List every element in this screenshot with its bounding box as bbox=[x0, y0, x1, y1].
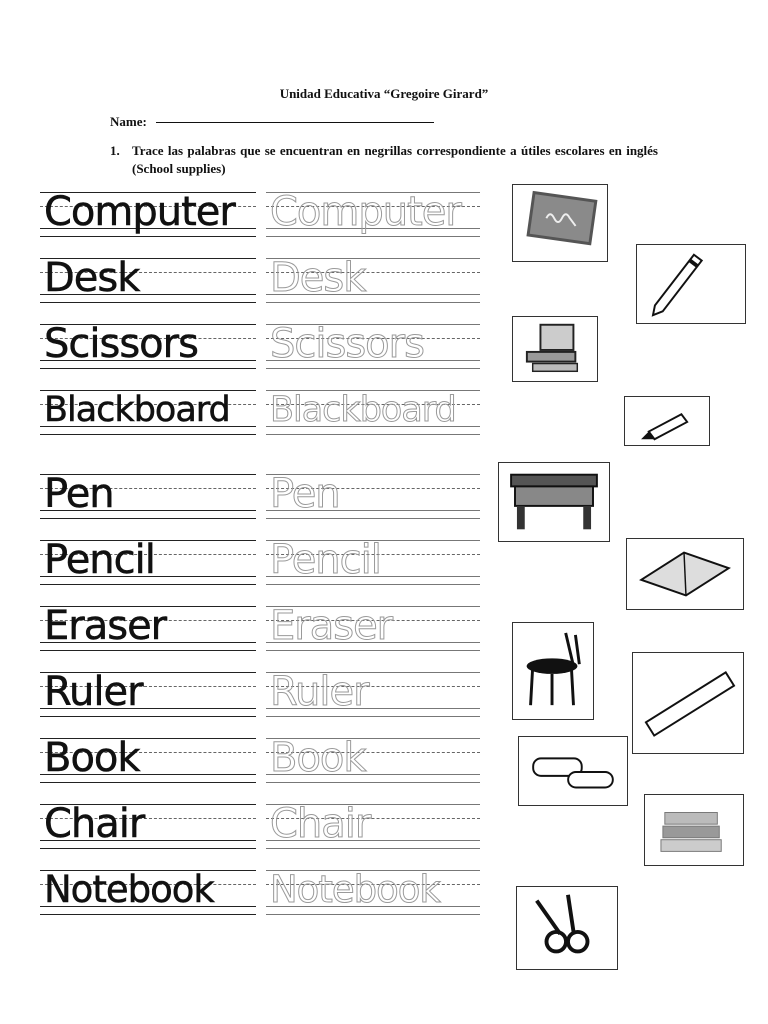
model-word: Scissors bbox=[44, 321, 198, 367]
model-word-cell bbox=[40, 862, 256, 922]
trace-word: Pen bbox=[270, 471, 340, 517]
trace-word-cell[interactable] bbox=[266, 466, 480, 526]
practice-row-desk bbox=[40, 250, 480, 310]
practice-row-computer bbox=[40, 184, 480, 244]
trace-word: Chair bbox=[270, 801, 371, 847]
trace-word-cell[interactable] bbox=[266, 598, 480, 658]
trace-word: Book bbox=[270, 735, 366, 781]
trace-word: Pencil bbox=[270, 537, 381, 583]
desk-icon bbox=[498, 462, 610, 542]
trace-word-cell[interactable] bbox=[266, 250, 480, 310]
model-word: Book bbox=[44, 735, 140, 781]
model-word-cell bbox=[40, 532, 256, 592]
trace-word: Ruler bbox=[270, 669, 369, 715]
trace-word: Eraser bbox=[270, 603, 393, 649]
practice-row-notebook bbox=[40, 862, 480, 922]
pencil-icon bbox=[624, 396, 710, 446]
notebook-icon bbox=[644, 794, 744, 866]
trace-word-cell[interactable] bbox=[266, 664, 480, 724]
model-word: Desk bbox=[44, 255, 140, 301]
trace-word: Computer bbox=[270, 189, 461, 235]
model-word-cell bbox=[40, 730, 256, 790]
trace-word: Blackboard bbox=[270, 390, 456, 430]
trace-word: Notebook bbox=[270, 868, 440, 911]
practice-row-book bbox=[40, 730, 480, 790]
trace-word-cell[interactable] bbox=[266, 796, 480, 856]
name-label: Name: bbox=[110, 114, 147, 129]
model-word: Computer bbox=[44, 189, 235, 235]
practice-row-blackboard bbox=[40, 382, 480, 442]
practice-row-scissors bbox=[40, 316, 480, 376]
instruction-number: 1. bbox=[110, 143, 120, 158]
trace-word-cell[interactable] bbox=[266, 316, 480, 376]
model-word-cell bbox=[40, 796, 256, 856]
model-word-cell bbox=[40, 184, 256, 244]
model-word-cell bbox=[40, 250, 256, 310]
model-word: Chair bbox=[44, 801, 145, 847]
model-word-cell bbox=[40, 598, 256, 658]
chair-icon bbox=[512, 622, 594, 720]
model-word: Ruler bbox=[44, 669, 143, 715]
scissors-icon bbox=[516, 886, 618, 970]
trace-word: Scissors bbox=[270, 321, 424, 367]
pen-icon bbox=[636, 244, 746, 324]
eraser-icon bbox=[518, 736, 628, 806]
trace-word-cell[interactable] bbox=[266, 730, 480, 790]
practice-row-pen bbox=[40, 466, 480, 526]
model-word: Pen bbox=[44, 471, 114, 517]
practice-row-ruler bbox=[40, 664, 480, 724]
instruction-text: Trace las palabras que se encuentran en negrillas correspondiente a útiles escolares en inglés (School supplies) bbox=[132, 143, 658, 176]
model-word: Notebook bbox=[44, 868, 214, 911]
book-icon bbox=[626, 538, 744, 610]
computer-icon bbox=[512, 316, 598, 382]
instruction bbox=[110, 142, 658, 178]
model-word-cell bbox=[40, 316, 256, 376]
model-word: Blackboard bbox=[44, 390, 230, 430]
name-blank-line bbox=[156, 122, 434, 123]
model-word-cell bbox=[40, 382, 256, 442]
blackboard-icon bbox=[512, 184, 608, 262]
ruler-icon bbox=[632, 652, 744, 754]
name-row bbox=[110, 114, 434, 130]
school-title: Unidad Educativa “Gregoire Girard” bbox=[279, 86, 489, 101]
practice-row-eraser bbox=[40, 598, 480, 658]
model-word: Eraser bbox=[44, 603, 167, 649]
trace-word-cell[interactable] bbox=[266, 862, 480, 922]
model-word-cell bbox=[40, 466, 256, 526]
trace-word-cell[interactable] bbox=[266, 382, 480, 442]
practice-row-pencil bbox=[40, 532, 480, 592]
model-word-cell bbox=[40, 664, 256, 724]
trace-word: Desk bbox=[270, 255, 366, 301]
trace-word-cell[interactable] bbox=[266, 184, 480, 244]
trace-word-cell[interactable] bbox=[266, 532, 480, 592]
model-word: Pencil bbox=[44, 537, 155, 583]
practice-row-chair bbox=[40, 796, 480, 856]
